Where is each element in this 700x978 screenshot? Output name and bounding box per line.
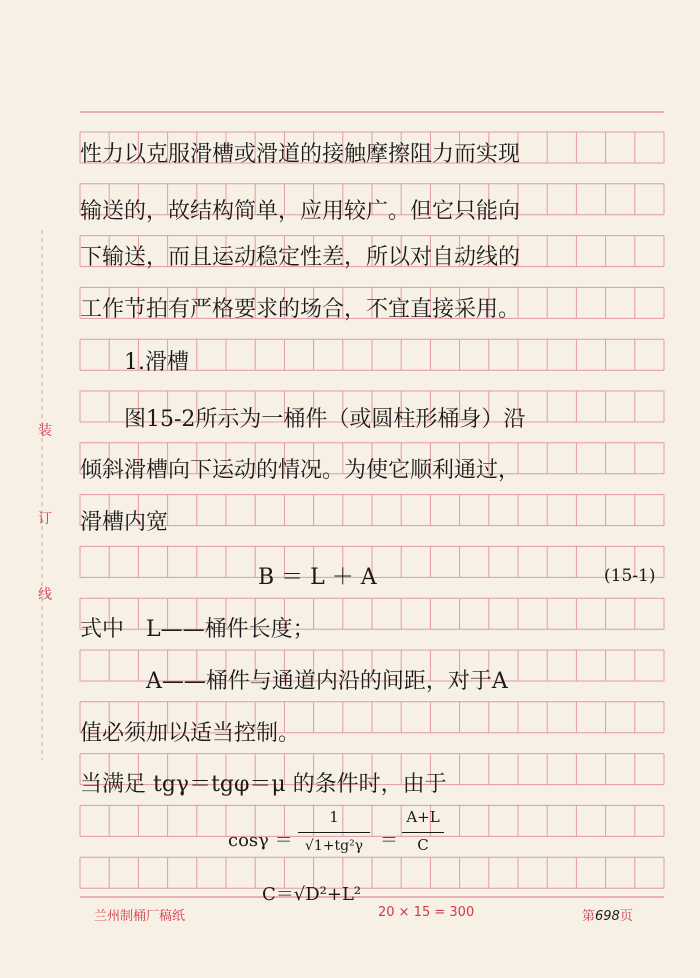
where-line-2: A——桶件与通道内沿的间距，对于A <box>80 669 508 694</box>
grid-size-label: 20 × 15 = 300 <box>378 905 475 920</box>
binding-mark-xian: 线 <box>38 587 52 603</box>
formula-cos-numerator-2: A+L <box>406 808 440 826</box>
section-heading: 1.滑槽 <box>80 350 189 375</box>
page-number: 698 <box>595 909 620 924</box>
text-line-4: 工作节拍有严格要求的场合，不宜直接采用。 <box>80 297 521 322</box>
formula-cos-numerator: 1 <box>329 808 339 826</box>
page-prefix: 第 <box>582 909 596 924</box>
fraction-bar-1 <box>298 832 370 833</box>
equation-number: (15-1) <box>604 566 656 586</box>
formula-cos-denominator: √1+tg²γ <box>304 838 364 854</box>
binding-mark-ding: 订 <box>38 511 52 527</box>
formula-cos-lhs: cosγ ＝ <box>228 830 293 851</box>
where-line-3: 值必须加以适当控制。 <box>80 721 301 746</box>
formula-cos-equals: ＝ <box>380 830 398 851</box>
text-line-8: 滑槽内宽 <box>80 510 169 535</box>
formula-c: C＝√D²+L² <box>262 884 362 905</box>
paper-maker-label: 兰州制桶厂稿纸 <box>94 909 186 924</box>
text-line-1: 性力以克服滑槽或滑道的接触摩擦阻力而实现 <box>80 142 521 167</box>
fraction-bar-2 <box>402 832 444 833</box>
text-line-3: 下输送，而且运动稳定性差，所以对自动线的 <box>80 245 521 270</box>
text-line-2: 输送的，故结构简单，应用较广。但它只能向 <box>80 199 521 224</box>
formula-cos-denominator-2: C <box>417 836 429 854</box>
page-suffix: 页 <box>619 909 633 924</box>
where-line-4: 当满足 tgγ＝tgφ＝μ 的条件时，由于 <box>80 772 447 797</box>
text-line-6: 图15-2所示为一桶件（或圆柱形桶身）沿 <box>80 407 526 432</box>
page-number-label <box>582 905 633 924</box>
text-line-7: 倾斜滑槽向下运动的情况。为使它顺利通过， <box>80 458 521 483</box>
equation-15-1: B ＝ L ＋ A <box>258 565 377 590</box>
where-line-1: 式中 L——桶件长度； <box>80 617 315 642</box>
binding-mark-zhuang: 装 <box>38 423 52 439</box>
